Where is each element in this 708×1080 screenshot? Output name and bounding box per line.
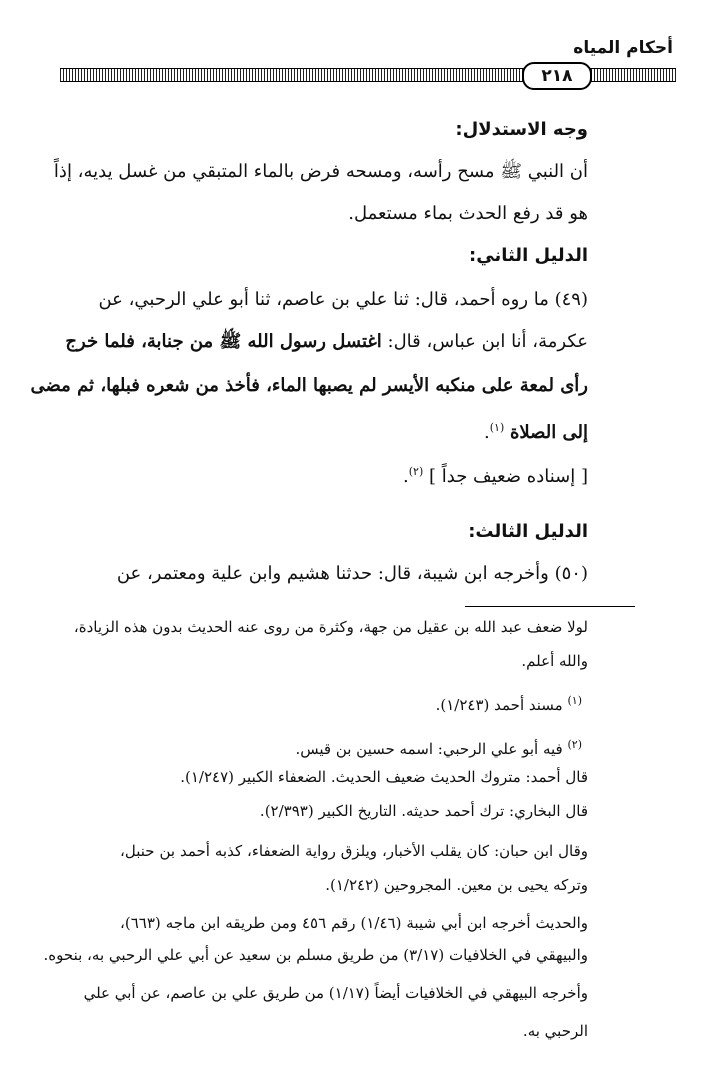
footnote-ref: (١) <box>489 421 505 434</box>
footnote-line: قال أحمد: متروك الحديث ضعيف الحديث. الضعفاء الكبير (١/٢٤٧). <box>180 768 588 786</box>
grading-text: [ إسناده ضعيف جداً ] <box>429 466 588 487</box>
hadith-text: إلى الصلاة <box>509 422 588 443</box>
paragraph-line <box>484 414 588 447</box>
paragraph-line: (٥٠) وأخرجه ابن شيبة، قال: حدثنا هشيم وابن علية ومعتمر، عن <box>116 563 588 584</box>
section-heading-inference: وجه الاستدلال: <box>455 119 588 140</box>
text-run: عكرمة، أنا ابن عباس، قال: <box>381 331 588 352</box>
footnote-line: قال البخاري: ترك أحمد حديثه. التاريخ الكبير (٢/٣٩٣). <box>259 802 588 820</box>
footnote-line: وأخرجه البيهقي في الخلافيات أيضاً (١/١٧) من طريق علي بن عاصم، عن أبي علي <box>83 984 588 1002</box>
footnote-line: وقال ابن حبان: كان يقلب الأخبار، ويلزق رواية الضعفاء، كذبه أحمد بن حنبل، <box>120 842 588 860</box>
footnote-line: الرحبي به. <box>522 1022 588 1040</box>
footnote-text: مسند أحمد (١/٢٤٣). <box>435 696 563 714</box>
footnote-number: (٢) <box>567 738 582 751</box>
footnote-line: والبيهقي في الخلافيات (٣/١٧) من طريق مسلم بن سعيد عن أبي علي الرحبي به، بنحوه. <box>43 946 588 964</box>
footnote-line: وتركه يحيى بن معين. المجروحين (١/٢٤٢). <box>325 876 588 894</box>
footnote-ref: (٢) <box>408 465 424 478</box>
footnote-2 <box>295 732 582 762</box>
paragraph-line <box>65 328 588 356</box>
paragraph-line: (٤٩) ما روه أحمد، قال: ثنا علي بن عاصم، ثنا أبو علي الرحبي، عن <box>98 289 588 310</box>
footnote-1 <box>436 688 582 718</box>
footnote-line: والحديث أخرجه ابن أبي شيبة (١/٤٦) رقم ٤٥٦ ومن طريقه ابن ماجه (٦٦٣)، <box>120 914 588 932</box>
paragraph-line: أن النبي ﷺ مسح رأسه، ومسحه فرض بالماء المتبقي من غسل يديه، إذاً <box>53 161 588 182</box>
page-number: ٢١٨ <box>522 62 592 90</box>
footnote-line: والله أعلم. <box>521 652 588 670</box>
hadith-text-line: رأى لمعة على منكبه الأيسر لم يصبها الماء، فأخذ من شعره فبلها، ثم مضى <box>30 375 588 396</box>
punctuation: . <box>483 422 490 443</box>
paragraph-line: هو قد رفع الحدث بماء مستعمل. <box>348 203 588 224</box>
footnote-line: لولا ضعف عبد الله بن عقيل من جهة، وكثرة من روى عنه الحديث بدون هذه الزيادة، <box>73 618 588 636</box>
section-heading-third-evidence: الدليل الثالث: <box>468 521 588 542</box>
punctuation: . <box>403 466 409 487</box>
section-heading-second-evidence: الدليل الثاني: <box>469 245 588 266</box>
footnote-separator <box>465 606 635 607</box>
running-header-title: أحكام المياه <box>573 38 673 58</box>
footnote-number: (١) <box>567 694 582 707</box>
hadith-text: اغتسل رسول الله ﷺ من جنابة، فلما خرج <box>65 331 382 352</box>
footnote-text: فيه أبو علي الرحبي: اسمه حسين بن قيس. <box>295 740 563 758</box>
grading-line <box>403 458 588 491</box>
